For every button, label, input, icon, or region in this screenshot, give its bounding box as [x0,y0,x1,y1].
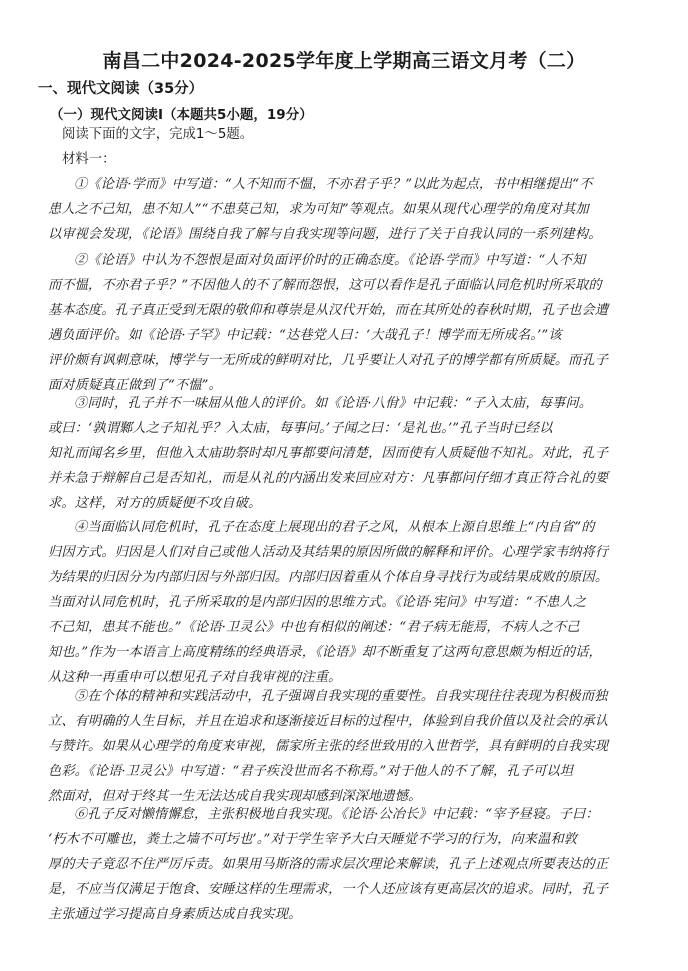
passage-line: 厚的夫子竟忍不住严厉斥责。如果用马斯洛的需求层次理论来解读，孔子上述观点所要表达的正 [48,857,609,872]
section-heading: 一、现代文阅读（35分） [38,81,204,97]
passage-line: ⑥孔子反对懒惰懈怠，主张积极地自我实现。《论语·公冶长》中记载：“宰予昼寝。子曰： [74,807,599,822]
passage-line: 为结果的归因分为内部归因与外部归因。内部归因着重从个体自身寻找行为或结果成败的原因。 [48,570,609,585]
reading-instruction: 阅读下面的文字，完成1～5题。 [62,127,254,142]
material-label: 材料一： [62,152,116,167]
passage-line: 与赞许。如果从心理学的角度来审视，儒家所主张的经世致用的入世哲学，具有鲜明的自我实现 [48,739,609,754]
passage-line: 患人之不己知，患不知人”“不患莫己知，求为可知”等观点。如果从现代心理学的角度对其加 [48,202,589,217]
passage-line: 是，不应当仅满足于饱食、安睡这样的生理需求，一个人还应该有更高层次的追求。同时，孔子 [48,882,609,897]
passage-line: 基本态度。孔子真正受到无限的敬仰和尊崇是从汉代开始，而在其所处的春秋时期，孔子也会遭 [48,303,609,318]
passage-line: 遇负面评价。如《论语·子罕》中记载：“达巷党人曰：‘大哉孔子！博学而无所成名。’”该 [48,328,562,343]
passage-line: 归因方式。归因是人们对自己或他人活动及其结果的原因所做的解释和评价。心理学家韦纳将行 [48,545,609,560]
passage-line: 知也。”作为一本语言上高度精练的经典语录，《论语》却不断重复了这两句意思颇为相近的话， [48,645,602,660]
passage-line: 立、有明确的人生目标，并且在追求和逐渐接近目标的过程中，体验到自我价值以及社会的承认 [48,714,609,729]
passage-line: 并未急于辩解自己是否知礼，而是从礼的内涵出发来回应对方：凡事都问仔细才真正符合礼的要 [48,471,609,486]
passage-line: 不己知，患其不能也。”《论语·卫灵公》中也有相似的阐述：“君子病无能焉，不病人之不己 [48,620,580,635]
subsection-heading: （一）现代文阅读Ⅰ（本题共5小题，19分） [50,107,313,123]
page-title: 南昌二中2024-2025学年度上学期高三语文月考（二） [102,50,586,72]
passage-line: ①《论语·学而》中写道：“人不知而不愠，不亦君子乎？”以此为起点，书中相继提出“不 [74,177,593,192]
passage-line: 色彩。《论语·卫灵公》中写道：“君子疾没世而名不称焉。”对于他人的不了解，孔子可以坦 [48,764,574,779]
passage-line: ⑤在个体的精神和实践活动中，孔子强调自我实现的重要性。自我实现往往表现为积极而独 [74,689,608,704]
passage-line: 知礼而闻名乡里，但他入太庙助祭时却凡事都要问清楚，因而使有人质疑他不知礼。对此，孔子 [48,446,609,461]
passage-line: 或曰：‘孰谓鄹人之子知礼乎？入太庙，每事问。’子闻之曰：‘是礼也。’”孔子当时已经以 [48,421,553,436]
passage-line: ‘朽木不可雕也，粪土之墙不可圬也’。”对于学生宰予大白天睡觉不学习的行为，向来温和敦 [48,832,578,847]
passage-line: ③同时，孔子并不一味屈从他人的评价。如《论语·八佾》中记载：“子入太庙，每事问。 [74,396,593,411]
passage-line: 而不愠，不亦君子乎？”不因他人的不了解而怨恨，这可以看作是孔子面临认同危机时所采取的 [48,278,602,293]
passage-line: 以审视会发现，《论语》围绕自我了解与自我实现等问题，进行了关于自我认同的一系列建构。 [48,227,602,242]
passage-line: 面对质疑真正做到了“不愠”。 [48,378,222,393]
passage-line: 主张通过学习提高自身素质达成自我实现。 [48,907,302,922]
passage-line: 当面对认同危机时，孔子所采取的是内部归因的思维方式。《论语·宪问》中写道：“不患人之 [48,595,587,610]
passage-line: ④当面临认同危机时，孔子在态度上展现出的君子之风，从根本上源自思维上“内自省”的 [74,520,595,535]
passage-line: 然面对，但对于终其一生无法达成自我实现却感到深深地遗憾。 [48,789,422,804]
passage-line: ②《论语》中认为不怨恨是面对负面评价时的正确态度。《论语·学而》中写道：“人不知 [74,253,586,268]
passage-line: 评价颇有讽刺意味，博学与一无所成的鲜明对比，几乎要让人对孔子的博学都有所质疑。而孔子 [48,353,609,368]
passage-line: 求。这样，对方的质疑便不攻自破。 [48,496,262,511]
passage-line: 从这种一再重申可以想见孔子对自我审视的注重。 [48,670,342,685]
